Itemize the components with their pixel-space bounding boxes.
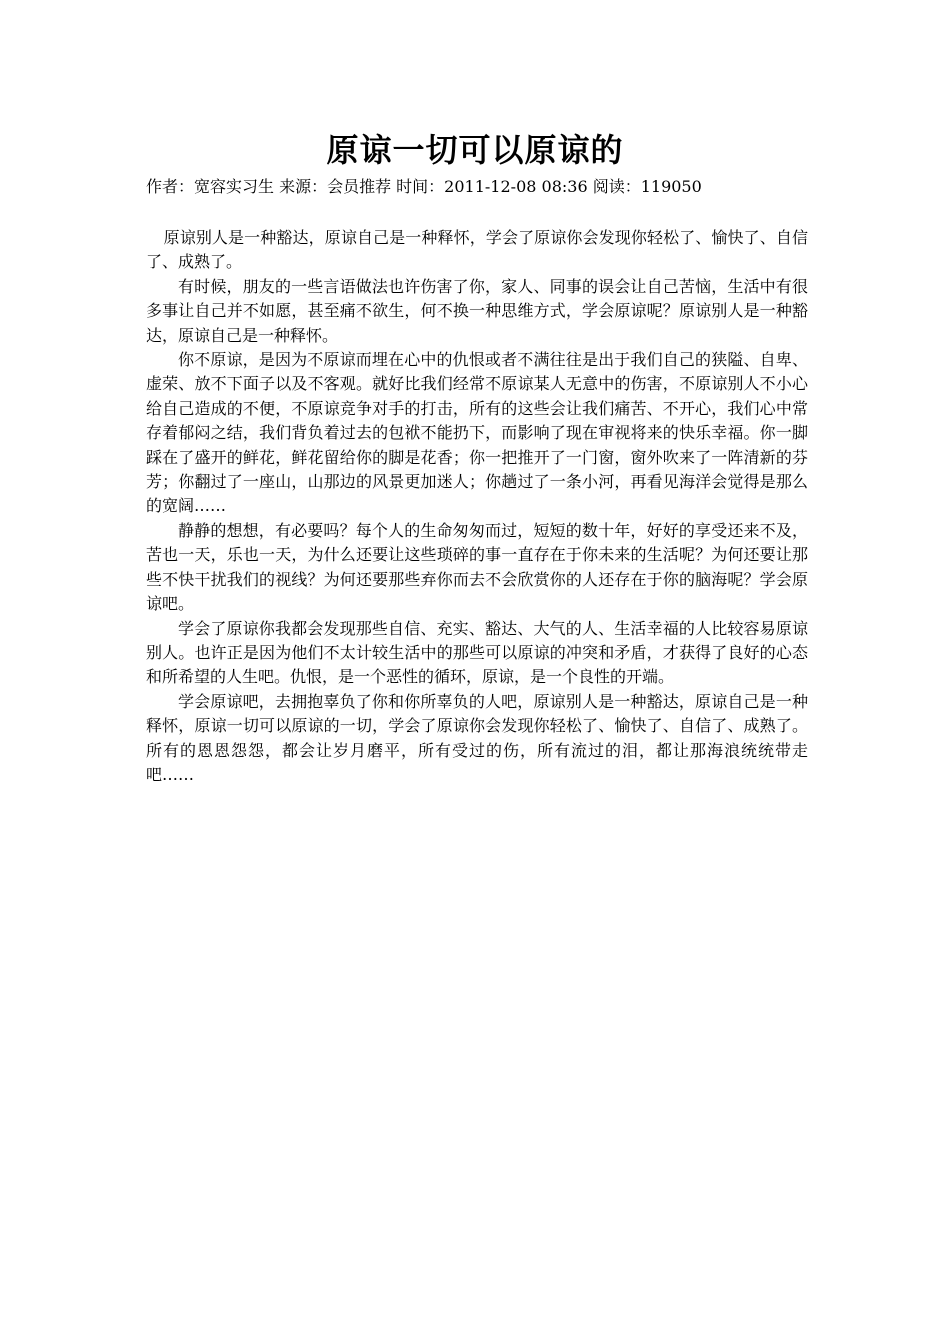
paragraph-1: 原谅别人是一种豁达，原谅自己是一种释怀，学会了原谅你会发现你轻松了、愉快了、自信了、成熟了。 [146,228,808,272]
paragraph-3: 你不原谅，是因为不原谅而埋在心中的仇恨或者不满往往是出于我们自己的狭隘、自卑、虚荣、放不下面子以及不客观。就好比我们经常不原谅某人无意中的伤害，不原谅别人不小心给自己造成的不便，不原谅竞争对手的打击，所有的这些会让我们痛苦、不开心，我们心中常存着郁闷之结，我们背负着过去的包袱不能扔下，而影响了现在审视将来的快乐幸福。你一脚踩在了盛开的鲜花，鲜花留给你的脚是花香；你一把推开了一门窗，窗外吹来了一阵清新的芬芳；你翻过了一座山，山那边的风景更加迷人；你趟过了一条小河，再看见海洋会觉得是那么的宽阔…… [146,350,808,516]
article-title: 原谅一切可以原谅的 [326,131,624,169]
paragraph-6: 学会原谅吧，去拥抱辜负了你和你所辜负的人吧，原谅别人是一种豁达，原谅自己是一种释怀，原谅一切可以原谅的一切，学会了原谅你会发现你轻松了、愉快了、自信了、成熟了。所有的恩恩怨怨，都会让岁月磨平，所有受过的伤，所有流过的泪，都让那海浪统统带走吧…… [146,691,808,784]
paragraph-2: 有时候，朋友的一些言语做法也许伤害了你，家人、同事的误会让自己苦恼，生活中有很多事让自己并不如愿，甚至痛不欲生，何不换一种思维方式，学会原谅呢？原谅别人是一种豁达，原谅自己是一种释怀。 [146,276,808,345]
article-meta: 作者：宽容实习生 来源：会员推荐 时间：2011-12-08 08:36 阅读：119050 [146,177,702,196]
paragraph-4: 静静的想想，有必要吗？每个人的生命匆匆而过，短短的数十年，好好的享受还来不及，苦也一天，乐也一天，为什么还要让这些琐碎的事一直存在于你未来的生活呢？为何还要让那些不快干扰我们的视线？为何还要那些弃你而去不会欣赏你的人还存在于你的脑海呢？学会原谅吧。 [146,520,808,614]
article-body [146,226,808,787]
paragraph-5: 学会了原谅你我都会发现那些自信、充实、豁达、大气的人、生活幸福的人比较容易原谅别人。也许正是因为他们不太计较生活中的那些可以原谅的冲突和矛盾，才获得了良好的心态和所希望的人生吧。仇恨，是一个恶性的循环，原谅，是一个良性的开端。 [146,618,808,687]
